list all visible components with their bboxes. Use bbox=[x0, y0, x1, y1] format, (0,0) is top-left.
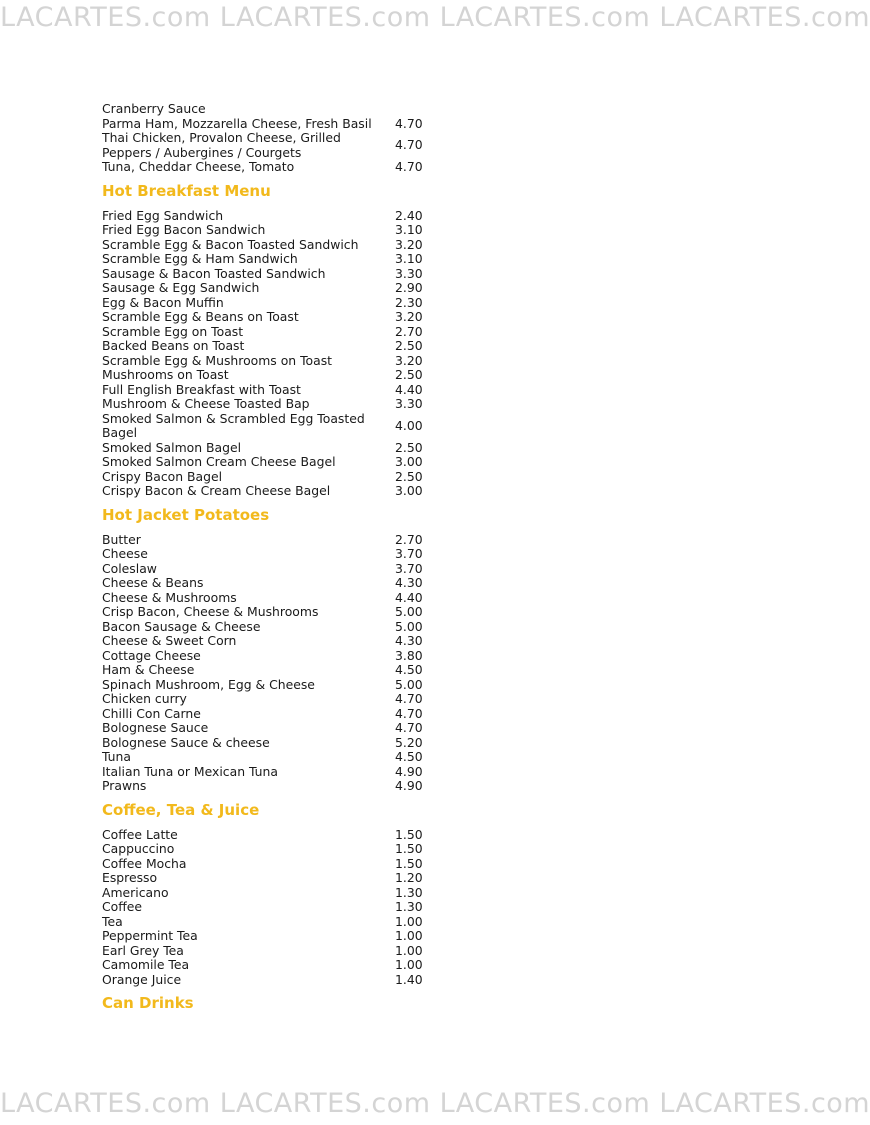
section-title: Coffee, Tea & Juice bbox=[102, 800, 260, 819]
menu-item-name: Cottage Cheese bbox=[102, 647, 201, 663]
menu-item-price: 1.00 bbox=[395, 928, 423, 943]
menu-list bbox=[102, 102, 442, 1021]
menu-item-name: Tea bbox=[102, 913, 123, 929]
menu-item-name: Camomile Tea bbox=[102, 957, 190, 972]
menu-item-name: Tuna, Cheddar Cheese, Tomato bbox=[102, 159, 295, 174]
menu-item bbox=[102, 663, 442, 678]
menu-item-name: Coleslaw bbox=[102, 560, 157, 576]
menu-item bbox=[102, 267, 442, 282]
menu-item-price: 3.80 bbox=[395, 647, 423, 663]
section-title: Hot Jacket Potatoes bbox=[102, 505, 270, 524]
menu-item bbox=[102, 678, 442, 693]
menu-item bbox=[102, 871, 442, 886]
menu-item bbox=[102, 605, 442, 620]
menu-item bbox=[102, 484, 442, 499]
menu-item-name: Earl Grey Tea bbox=[102, 942, 184, 958]
menu-item-name: Tuna bbox=[102, 749, 131, 764]
menu-item-price: 4.40 bbox=[395, 381, 423, 397]
menu-item-price: 4.40 bbox=[395, 589, 423, 605]
menu-item-name: Cheese & Sweet Corn bbox=[102, 633, 237, 648]
menu-item bbox=[102, 397, 442, 412]
menu-item-price: 1.50 bbox=[395, 855, 423, 871]
menu-item bbox=[102, 649, 442, 664]
menu-item-name: Chicken curry bbox=[102, 691, 187, 706]
menu-item bbox=[102, 886, 442, 901]
menu-item bbox=[102, 383, 442, 398]
menu-item-name: Mushroom & Cheese Toasted Bap bbox=[102, 396, 310, 411]
menu-item bbox=[102, 325, 442, 340]
menu-item-price: 4.70 bbox=[395, 705, 423, 721]
menu-item-price: 1.00 bbox=[395, 942, 423, 958]
menu-item-price: 2.30 bbox=[395, 294, 423, 310]
menu-item-price: 3.20 bbox=[395, 309, 423, 324]
menu-item-price: 2.70 bbox=[395, 323, 423, 339]
menu-item-name: Bolognese Sauce bbox=[102, 720, 209, 735]
menu-item-name: Parma Ham, Mozzarella Cheese, Fresh Basil bbox=[102, 115, 372, 131]
menu-item-name: Crispy Bacon & Cream Cheese Bagel bbox=[102, 483, 331, 498]
menu-item-price: 2.70 bbox=[395, 531, 423, 547]
menu-item-name: Fried Egg Sandwich bbox=[102, 207, 224, 223]
menu-item-price: 3.00 bbox=[395, 454, 423, 469]
menu-item-name: Fried Egg Bacon Sandwich bbox=[102, 222, 266, 237]
menu-item-name: Cranberry Sauce bbox=[102, 101, 206, 116]
menu-item bbox=[102, 562, 442, 577]
menu-item-price: 1.00 bbox=[395, 957, 423, 972]
menu-item bbox=[102, 765, 442, 780]
menu-item-name: Scramble Egg & Mushrooms on Toast bbox=[102, 352, 333, 368]
menu-item-price: 3.20 bbox=[395, 236, 423, 252]
menu-item bbox=[102, 547, 442, 562]
menu-item bbox=[102, 576, 442, 591]
menu-item-price: 3.30 bbox=[395, 265, 423, 281]
menu-item bbox=[102, 533, 442, 548]
menu-item-name: Cappuccino bbox=[102, 841, 175, 856]
menu-item bbox=[102, 707, 442, 722]
menu-item-name: Americano bbox=[102, 884, 169, 900]
menu-item-name: Scramble Egg & Bacon Toasted Sandwich bbox=[102, 236, 359, 252]
menu-item-price: 2.50 bbox=[395, 338, 423, 353]
menu-item-price: 1.50 bbox=[395, 826, 423, 842]
menu-item-price: 1.20 bbox=[395, 870, 423, 885]
menu-item-name: Spinach Mushroom, Egg & Cheese bbox=[102, 676, 315, 692]
menu-item bbox=[102, 209, 442, 224]
menu-item-price: 4.70 bbox=[395, 115, 423, 131]
menu-item-name: Coffee Latte bbox=[102, 826, 178, 842]
menu-item-name: Chilli Con Carne bbox=[102, 705, 201, 721]
menu-item bbox=[102, 958, 442, 973]
menu-item bbox=[102, 160, 442, 175]
menu-item-price: 5.00 bbox=[395, 676, 423, 692]
menu-item bbox=[102, 721, 442, 736]
menu-item-price: 4.50 bbox=[395, 662, 423, 677]
menu-item bbox=[102, 238, 442, 253]
menu-item bbox=[102, 736, 442, 751]
menu-item-name: Thai Chicken, Provalon Cheese, Grilled Peppers / Aubergines / Courgets bbox=[102, 130, 341, 160]
menu-item bbox=[102, 929, 442, 944]
menu-item-price: 2.50 bbox=[395, 468, 423, 484]
menu-item-price: 3.30 bbox=[395, 396, 423, 411]
menu-item-name: Smoked Salmon & Scrambled Egg Toasted Bagel bbox=[102, 410, 365, 440]
menu-item-name: Cheese & Beans bbox=[102, 575, 204, 590]
menu-item-price: 4.70 bbox=[395, 691, 423, 706]
menu-item-price: 4.90 bbox=[395, 763, 423, 779]
menu-item-name: Scramble Egg & Ham Sandwich bbox=[102, 251, 298, 266]
menu-item-price: 4.30 bbox=[395, 575, 423, 590]
menu-item-name: Sausage & Bacon Toasted Sandwich bbox=[102, 265, 326, 281]
menu-item-name: Cheese bbox=[102, 546, 148, 561]
menu-item-name: Peppermint Tea bbox=[102, 928, 198, 943]
menu-item-price: 4.50 bbox=[395, 749, 423, 764]
menu-item-price: 2.40 bbox=[395, 207, 423, 223]
menu-item-price: 3.70 bbox=[395, 560, 423, 576]
menu-item-name: Orange Juice bbox=[102, 971, 182, 987]
watermark-bottom: LACARTES.com LACARTES.com LACARTES.com LACARTES.com bbox=[0, 1088, 870, 1119]
menu-item-price: 3.20 bbox=[395, 352, 423, 368]
menu-item-name: Italian Tuna or Mexican Tuna bbox=[102, 763, 278, 779]
menu-item-price: 1.00 bbox=[395, 913, 423, 929]
menu-item-name: Scramble Egg & Beans on Toast bbox=[102, 309, 299, 324]
menu-item bbox=[102, 223, 442, 238]
menu-item-price: 4.90 bbox=[395, 778, 423, 793]
section-title: Hot Breakfast Menu bbox=[102, 181, 271, 200]
menu-item-name: Coffee bbox=[102, 899, 143, 914]
section-title: Can Drinks bbox=[102, 994, 194, 1012]
menu-item-name: Crispy Bacon Bagel bbox=[102, 468, 223, 484]
menu-item bbox=[102, 441, 442, 456]
menu-item-price: 2.50 bbox=[395, 367, 423, 382]
menu-item-price: 5.00 bbox=[395, 604, 423, 619]
menu-item bbox=[102, 296, 442, 311]
menu-item bbox=[102, 339, 442, 354]
menu-item-name: Cheese & Mushrooms bbox=[102, 589, 237, 605]
menu-item-price: 3.10 bbox=[395, 222, 423, 237]
menu-item bbox=[102, 900, 442, 915]
menu-item bbox=[102, 412, 442, 441]
menu-item-name: Coffee Mocha bbox=[102, 855, 187, 871]
menu-item-name: Backed Beans on Toast bbox=[102, 338, 245, 353]
menu-item bbox=[102, 310, 442, 325]
menu-item-name: Bacon Sausage & Cheese bbox=[102, 618, 261, 634]
menu-item bbox=[102, 828, 442, 843]
menu-item-price: 2.50 bbox=[395, 439, 423, 455]
menu-item bbox=[102, 591, 442, 606]
menu-item-price: 4.70 bbox=[395, 720, 423, 735]
menu-item bbox=[102, 455, 442, 470]
menu-item bbox=[102, 131, 442, 160]
menu-item-price: 3.70 bbox=[395, 546, 423, 561]
menu-item-price: 3.10 bbox=[395, 251, 423, 266]
menu-item-name: Mushrooms on Toast bbox=[102, 367, 229, 382]
menu-item bbox=[102, 620, 442, 635]
menu-item bbox=[102, 252, 442, 267]
menu-item bbox=[102, 915, 442, 930]
menu-item-price: 5.00 bbox=[395, 618, 423, 634]
menu-item-name: Crisp Bacon, Cheese & Mushrooms bbox=[102, 604, 319, 619]
menu-item-name: Espresso bbox=[102, 870, 158, 885]
menu-item-name: Egg & Bacon Muffin bbox=[102, 294, 224, 310]
menu-item-price: 5.20 bbox=[395, 734, 423, 750]
menu-item-name: Scramble Egg on Toast bbox=[102, 323, 244, 339]
menu-item-price: 1.30 bbox=[395, 884, 423, 900]
menu-item-name: Smoked Salmon Bagel bbox=[102, 439, 242, 455]
menu-item bbox=[102, 750, 442, 765]
menu-item bbox=[102, 857, 442, 872]
menu-item bbox=[102, 117, 442, 132]
watermark-top: LACARTES.com LACARTES.com LACARTES.com LACARTES.com bbox=[0, 2, 870, 33]
menu-item-name: Prawns bbox=[102, 778, 147, 793]
menu-item-name: Sausage & Egg Sandwich bbox=[102, 280, 260, 295]
menu-item-price: 1.50 bbox=[395, 841, 423, 856]
menu-item-name: Ham & Cheese bbox=[102, 662, 195, 677]
menu-item bbox=[102, 842, 442, 857]
menu-item-price: 4.30 bbox=[395, 633, 423, 648]
menu-item bbox=[102, 634, 442, 649]
menu-item-price: 1.30 bbox=[395, 899, 423, 914]
menu-item-name: Full English Breakfast with Toast bbox=[102, 381, 301, 397]
menu-item-price: 2.90 bbox=[395, 280, 423, 295]
menu-item bbox=[102, 368, 442, 383]
menu-item bbox=[102, 944, 442, 959]
menu-item bbox=[102, 779, 442, 794]
menu-item-name: Bolognese Sauce & cheese bbox=[102, 734, 270, 750]
menu-item bbox=[102, 354, 442, 369]
menu-item-price: 4.70 bbox=[395, 159, 423, 174]
menu-item-name: Butter bbox=[102, 531, 141, 547]
menu-item bbox=[102, 102, 442, 117]
menu-item-price: 4.00 bbox=[395, 417, 423, 433]
menu-item bbox=[102, 973, 442, 988]
menu-item-price: 3.00 bbox=[395, 483, 423, 498]
menu-item bbox=[102, 470, 442, 485]
menu-item-price: 1.40 bbox=[395, 971, 423, 987]
menu-item bbox=[102, 692, 442, 707]
menu-item bbox=[102, 281, 442, 296]
menu-item-price: 4.70 bbox=[395, 137, 423, 153]
menu-item-name: Smoked Salmon Cream Cheese Bagel bbox=[102, 454, 336, 469]
